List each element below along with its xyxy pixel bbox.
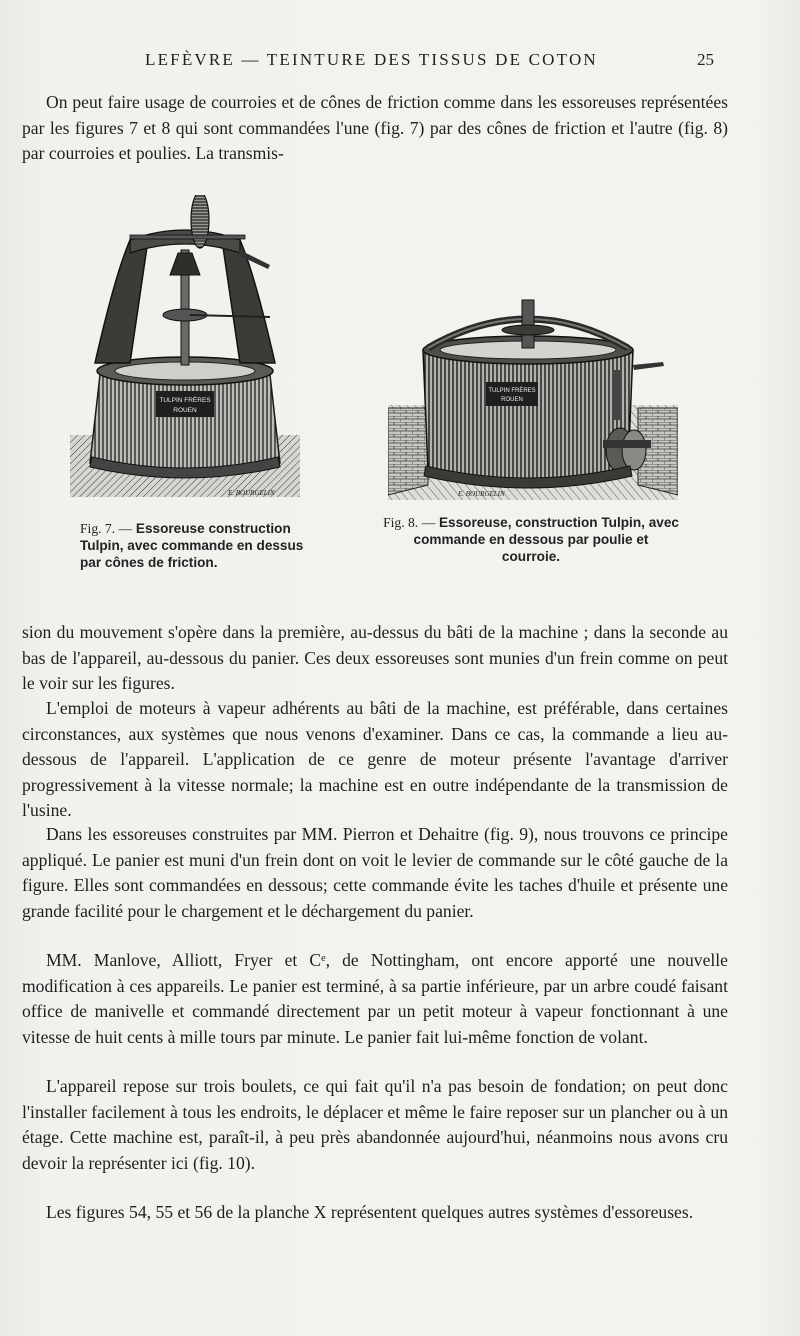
figure-7-label: Fig. 7. — [80,521,133,536]
figure-8-label: Fig. 8. — [383,515,436,530]
fig8-engraver-signature: E. BOURGELIN [458,490,505,498]
figure-8-caption-text: Essoreuse, construction Tulpin, avec commande en dessous par poulie et courroie. [413,515,679,564]
fig7-engraver-signature: E. BOURGELIN [228,489,275,497]
paragraph-steam-motors: L'emploi de moteurs à vapeur adhérents au bâti de la machine, est préférable, dans certaines circonstances, aux systèmes que nous venons d'examiner. Dans ce cas, la commande a lieu au-dessous de l'appareil. L'application de ce genre de moteur présente l'avantage d'arriver progressivement à la vitesse normale; la machine est en outre indépendante de la transmission de l'usine. [22,698,728,820]
paragraph-pierron-dehaitre: Dans les essoreuses construites par MM. Pierron et Dehaitre (fig. 9), nous trouvons ce principe appliqué. Le panier est muni d'un frein dont on voit le levier de commande sur le côté gauche de la figure. Elles sont commandées en dessous; cette commande évite les taches d'huile et présente une grande facilité pour le chargement et le déchargement du panier. [22,824,728,921]
header-title: LEFÈVRE — TEINTURE DES TISSUS DE COTON [145,50,598,69]
fig8-plate-line1: TULPIN FRÈRES [488,388,536,394]
figure-7-caption-text: Essoreuse construction Tulpin, avec commande en dessus par cônes de friction. [80,521,304,570]
running-header [0,50,800,74]
figure-8-caption [383,514,679,565]
page-number: 25 [697,50,714,69]
figure-7-engraving [70,195,300,505]
paragraph-manlove-alliott: MM. Manlove, Alliott, Fryer et Cᵉ, de Nottingham, ont encore apporté une nouvelle modification à ces appareils. Le panier est terminé, à sa partie inférieure, par un arbre coudé faisant office de manivelle et commandé directement par un petit moteur à vapeur fonctionnant à une vitesse de huit cents à mille tours par minute. Le panier fait lui-même fonction de volant. [22,950,728,1047]
fig7-plate-line2: ROUEN [173,407,197,414]
figure-7-caption [80,520,308,571]
figure-8-engraving [388,290,678,500]
paragraph-continuation: sion du mouvement s'opère dans la première, au-dessus du bâti de la machine ; dans la seconde au bas de l'appareil, au-dessous du panier. Ces deux essoreuses sont munies d'un frein comme on peut le voir sur les figures. [22,622,728,693]
paragraph-intro: On peut faire usage de courroies et de cônes de friction comme dans les essoreuses représentées par les figures 7 et 8 qui sont commandées l'une (fig. 7) par des cônes de friction et l'autre (fig. 8) par courroies et poulies. La transmis- [22,92,728,163]
fig8-plate-line2: ROUEN [501,397,523,403]
fig7-plate-line1: TULPIN FRÈRES [159,397,211,404]
paragraph-three-balls: L'appareil repose sur trois boulets, ce qui fait qu'il n'a pas besoin de fondation; on peut donc l'installer facilement à tous les endroits, le déplacer et même le faire reposer sur un plancher ou à un étage. Cette machine est, paraît-il, à peu près abandonnée aujourd'hui, néanmoins nous avons cru devoir la représenter ici (fig. 10). [22,1076,728,1173]
paragraph-plate-x: Les figures 54, 55 et 56 de la planche X représentent quelques autres systèmes d'essoreuses. [46,1202,694,1222]
